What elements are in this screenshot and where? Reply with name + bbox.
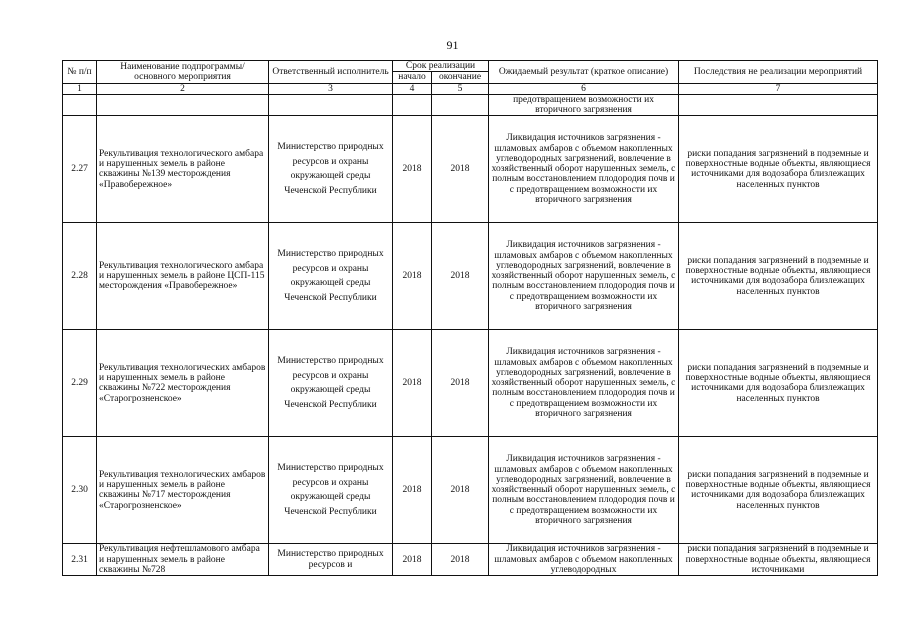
column-number: 7 [679,83,878,94]
empty-cell [432,94,489,116]
row-name: Рекультивация нефтешламового амбара и нарушенных земель в районе скважины №728 [97,544,269,576]
column-number: 5 [432,83,489,94]
row-executor: Министерство природных ресурсов и охраны окружающей среды Чеченской Республики [269,330,393,437]
header-row [63,61,878,72]
row-name: Рекультивация технологического амбара и нарушенных земель в районе ЦСП-115 месторождения «Правобережное» [97,223,269,330]
table-row [63,116,878,223]
empty-cell [679,94,878,116]
row-consequences: риски попадания загрязнений в подземные и поверхностные водные объекты, являющиеся источниками [679,544,878,576]
header-period: Срок реализации [393,61,489,72]
header-consequences: Последствия не реализации мероприятий [679,61,878,84]
row-executor: Министерство природных ресурсов и охраны окружающей среды Чеченской Республики [269,223,393,330]
table-row [63,544,878,576]
row-consequences: риски попадания загрязнений в подземные и поверхностные водные объекты, являющиеся источниками для водозабора близлежащих населенных пунктов [679,223,878,330]
header-result: Ожидаемый результат (краткое описание) [489,61,679,84]
row-start: 2018 [393,544,432,576]
row-end: 2018 [432,544,489,576]
row-end: 2018 [432,330,489,437]
header-executor: Ответственный исполнитель [269,61,393,84]
row-name: Рекультивация технологических амбаров и нарушенных земель в районе скважины №722 месторождения «Старогрозненское» [97,330,269,437]
header-start: начало [393,72,432,83]
row-result: Ликвидация источников загрязнения - шламовых амбаров с объемом накопленных углеводородных загрязнений, вовлечение в хозяйственный оборот нарушенных земель, с полным восстановлением плодородия почв и с предотвращением возможности их вторичного загрязнения [489,223,679,330]
row-end: 2018 [432,116,489,223]
program-table [62,60,878,576]
column-number: 1 [63,83,97,94]
row-start: 2018 [393,223,432,330]
row-start: 2018 [393,116,432,223]
empty-cell [269,94,393,116]
page-number: 91 [446,38,459,52]
row-number: 2.29 [63,330,97,437]
row-consequences: риски попадания загрязнений в подземные и поверхностные водные объекты, являющиеся источниками для водозабора близлежащих населенных пунктов [679,116,878,223]
row-result: Ликвидация источников загрязнения - шламовых амбаров с объемом накопленных углеводородных [489,544,679,576]
row-end: 2018 [432,437,489,544]
column-number: 4 [393,83,432,94]
table-row-continuation [63,94,878,116]
header-name: Наименование подпрограммы/ основного мероприятия [97,61,269,84]
row-result: Ликвидация источников загрязнения - шламовых амбаров с объемом накопленных углеводородных загрязнений, вовлечение в хозяйственный оборот нарушенных земель, с полным восстановлением плодородия почв и с предотвращением возможности их вторичного загрязнения [489,330,679,437]
empty-cell [393,94,432,116]
empty-cell [63,94,97,116]
row-name: Рекультивация технологических амбаров и нарушенных земель в районе скважины №717 месторождения «Старогрозненское» [97,437,269,544]
column-number: 6 [489,83,679,94]
row-number: 2.31 [63,544,97,576]
row-start: 2018 [393,330,432,437]
row-number: 2.30 [63,437,97,544]
continued-result: предотвращением возможности их вторичного загрязнения [489,94,679,116]
row-result: Ликвидация источников загрязнения - шламовых амбаров с объемом накопленных углеводородных загрязнений, вовлечение в хозяйственный оборот нарушенных земель, с полным восстановлением плодородия почв и с предотвращением возможности их вторичного загрязнения [489,116,679,223]
row-start: 2018 [393,437,432,544]
row-executor: Министерство природных ресурсов и [269,544,393,576]
column-number: 2 [97,83,269,94]
header-num: № п/п [63,61,97,84]
column-number: 3 [269,83,393,94]
header-end: окончание [432,72,489,83]
row-executor: Министерство природных ресурсов и охраны окружающей среды Чеченской Республики [269,437,393,544]
table-row [63,223,878,330]
table-row [63,330,878,437]
table-row [63,437,878,544]
column-number-row [63,83,878,94]
empty-cell [97,94,269,116]
row-consequences: риски попадания загрязнений в подземные и поверхностные водные объекты, являющиеся источниками для водозабора близлежащих населенных пунктов [679,437,878,544]
row-end: 2018 [432,223,489,330]
row-result: Ликвидация источников загрязнения - шламовых амбаров с объемом накопленных углеводородных загрязнений, вовлечение в хозяйственный оборот нарушенных земель, с полным восстановлением плодородия почв и с предотвращением возможности их вторичного загрязнения [489,437,679,544]
row-number: 2.27 [63,116,97,223]
row-name: Рекультивация технологического амбара и нарушенных земель в районе скважины №139 месторождения «Правобережное» [97,116,269,223]
row-executor: Министерство природных ресурсов и охраны окружающей среды Чеченской Республики [269,116,393,223]
row-number: 2.28 [63,223,97,330]
row-consequences: риски попадания загрязнений в подземные и поверхностные водные объекты, являющиеся источниками для водозабора близлежащих населенных пунктов [679,330,878,437]
